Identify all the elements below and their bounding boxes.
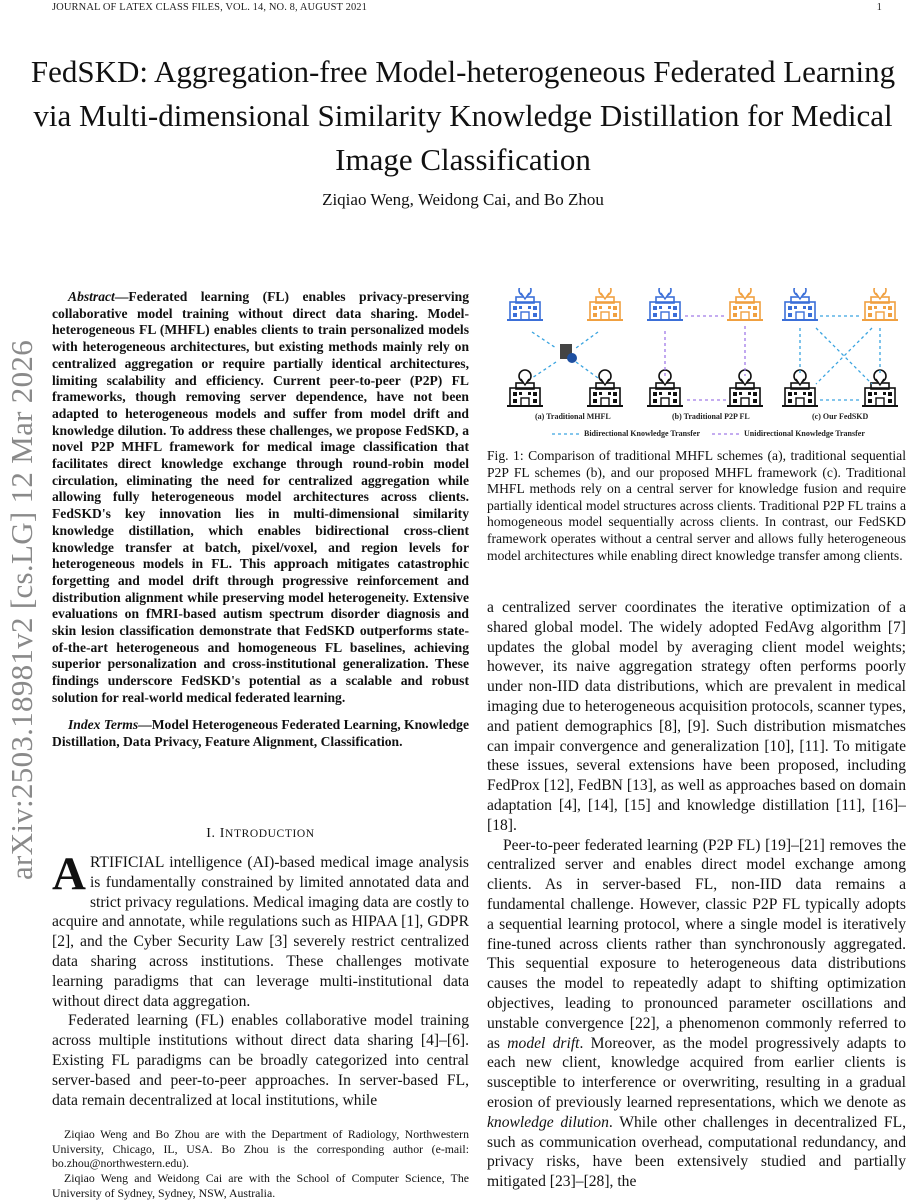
footnote-affiliation-2: Ziqiao Weng and Weidong Cai are with the School of Computer Science, The University of Sydney, Sydney, NSW, Australia.	[52, 1171, 469, 1200]
figure-1-caption	[487, 448, 906, 564]
introduction-body	[52, 848, 469, 1110]
section-heading-introduction	[52, 826, 469, 842]
footnotes	[52, 1127, 469, 1201]
server-icon	[560, 344, 577, 363]
subfigure-label-b: (b) Traditional P2P FL	[672, 412, 750, 421]
running-header	[52, 2, 882, 16]
term-model-drift: model drift	[507, 1034, 580, 1052]
hospital-icon	[862, 370, 898, 406]
subfigure-label-c: (c) Our FedSKD	[812, 412, 869, 421]
footnote-affiliation-1: Ziqiao Weng and Bo Zhou are with the Department of Radiology, Northwestern University, Chicago, IL, USA. Bo Zhou is the corresponding author (e-mail: bo.zhou@northwestern.edu).	[52, 1127, 469, 1171]
journal-name: JOURNAL OF LATEX CLASS FILES, VOL. 14, NO. 8, AUGUST 2021	[52, 2, 367, 13]
right-column-body	[487, 598, 906, 1192]
index-terms-text: —Model Heterogeneous Federated Learning, Knowledge Distillation, Data Privacy, Feature Alignment, Classification.	[52, 717, 469, 749]
p2p-text-1: Peer-to-peer federated learning (P2P FL) [19]–[21] removes the centralized server and enables direct model exchange among clients. As in server-based FL, non-IID data remains a fundamental challenge. However, classic P2P FL typically adopts a sequential learning protocol, where a single model is iteratively fine-tuned across clients rather than synchronously aggregated. This sequential exposure to heterogeneous data distributions causes the model to repeatedly adapt to shifting optimization objectives, leading to pronounced parameter oscillations and unstable convergence [22], a phenomenon commonly referred to as	[487, 836, 906, 1052]
hospital-icon	[587, 288, 623, 320]
p2p-text-2: . Moreover, as the model progressively adapts to each new client, knowledge acquired from earlier clients is susceptible to interference or overwriting, resulting in a gradual erosion of previously learned representations, which we denote as	[487, 1034, 906, 1111]
arxiv-stamp-text: arXiv:2503.18981v2 [cs.LG] 12 Mar 2026	[4, 339, 39, 881]
hospital-icon	[862, 288, 898, 320]
intro-paragraph-2: Federated learning (FL) enables collaborative model training across multiple institutions without direct data sharing [4]–[6]. Existing FL paradigms can be broadly categorized into central server-based and peer-to-peer approaches. In server-based FL, data remain decentralized at local institutions, while	[52, 1012, 469, 1109]
subfigure-label-a: (a) Traditional MHFL	[535, 412, 611, 421]
hospital-icon	[727, 288, 763, 320]
caption-label: Fig. 1:	[487, 448, 524, 463]
abstract-text: —Federated learning (FL) enables privacy-preserving collaborative model training without direct data sharing. Model-heterogeneous FL (MHFL) enables clients to train personalized models with heterogeneous architectures, but existing methods mainly rely on centralized aggregation or require partially identical architectures, limiting scalability and efficiency. Current peer-to-peer (P2P) FL frameworks, though removing server dependence, have not been adapted to heterogeneous models and suffer from model drift and knowledge dilution. To address these challenges, we propose FedSKD, a novel P2P MHFL framework for medical image classification that facilitates direct knowledge exchange through round-robin model circulation, eliminating the need for centralized aggregation while allowing fully heterogeneous model architectures across clients. FedSKD's key innovation lies in multi-dimensional similarity knowledge distillation, which enables bidirectional cross-client knowledge transfer at batch, pixel/voxel, and region levels for heterogeneous models in FL. This approach mitigates catastrophic forgetting and model drift through progressive reinforcement and distribution alignment while preserving model heterogeneity. Extensive evaluations on fMRI-based autism spectrum disorder diagnosis and skin lesion classification demonstrate that FedSKD outperforms state-of-the-art heterogeneous and homogeneous FL baselines, achieving superior personalization and cross-institutional generalization. These findings underscore FedSKD's potential as a scalable and robust solution for real-world medical federated learning.	[52, 289, 469, 705]
drop-cap: A	[52, 848, 86, 900]
hospital-icon	[782, 288, 818, 320]
hospital-icon	[507, 288, 543, 320]
arxiv-stamp	[4, 300, 40, 920]
author-list: Ziqiao Weng, Weidong Cai, and Bo Zhou	[322, 190, 604, 209]
term-knowledge-dilution: knowledge dilution	[487, 1113, 609, 1131]
index-terms-label: Index Terms	[68, 717, 139, 732]
section-number: I.	[206, 826, 216, 841]
paper-title: FedSKD: Aggregation-free Model-heterogeneous Federated Learning via Multi-dimensional Similarity Knowledge Distillation for Medical Image Classification	[30, 54, 896, 177]
hospital-icon	[782, 370, 818, 406]
legend-bidirectional-label: Bidirectional Knowledge Transfer	[584, 429, 700, 438]
legend-unidirectional-label: Unidirectional Knowledge Transfer	[744, 429, 865, 438]
body-paragraph-continued: a centralized server coordinates the iterative optimization of a shared global model. The widely adopted FedAvg algorithm [7] updates the global model by averaging client model weights; however, its naive aggregation strategy often performs poorly under non-IID data distributions, which are prevalent in medical imaging due to heterogeneous acquisition protocols, scanner types, and patient demographics [8], [9]. Such distribution mismatches can impair convergence and generalization [10], [11]. To mitigate these issues, several extensions have been proposed, including FedProx [12], FedBN [13], as well as approaches based on domain adaptation [4], [14], [15] and knowledge distillation [11], [16]–[18].	[487, 599, 906, 834]
intro-paragraph-1: RTIFICIAL intelligence (AI)-based medical image analysis is fundamentally constrained by limited annotated data and strict privacy regulations. Medical imaging data are costly to acquire and annotate, while regulations such as HIPAA [1], GDPR [2], and the Cyber Security Law [3] severely restrict centralized data sharing across institutions. These challenges motivate learning paradigms that can leverage multi-institutional data without direct data aggregation.	[52, 854, 469, 1010]
hospital-icon	[587, 370, 623, 406]
index-terms	[52, 717, 469, 750]
hospital-icon	[507, 370, 543, 406]
caption-text: Comparison of traditional MHFL schemes (a), traditional sequential P2P FL schemes (b), and our proposed MHFL framework (c). Traditional MHFL methods rely on a central server for knowledge fusion and require partially identical model structures across clients. Traditional P2P FL trains a homogeneous model sequentially across clients. In contrast, our FedSKD framework operates without a central server and allows fully heterogeneous model architectures while enabling direct knowledge transfer among clients.	[487, 448, 906, 563]
section-title-initial: I	[219, 826, 226, 841]
body-paragraph-p2p	[487, 836, 906, 1192]
abstract-label: Abstract	[68, 289, 115, 304]
p2p-text-3: . While other challenges in decentralized FL, such as communication overhead, computational redundancy, and privacy risks, have been extensively studied and partially mitigated [23]–[28], the	[487, 1113, 906, 1191]
hospital-icon	[647, 288, 683, 320]
figure-1	[490, 288, 900, 440]
abstract	[52, 289, 469, 707]
section-title-rest: NTRODUCTION	[225, 828, 315, 840]
page-number: 1	[876, 2, 882, 13]
